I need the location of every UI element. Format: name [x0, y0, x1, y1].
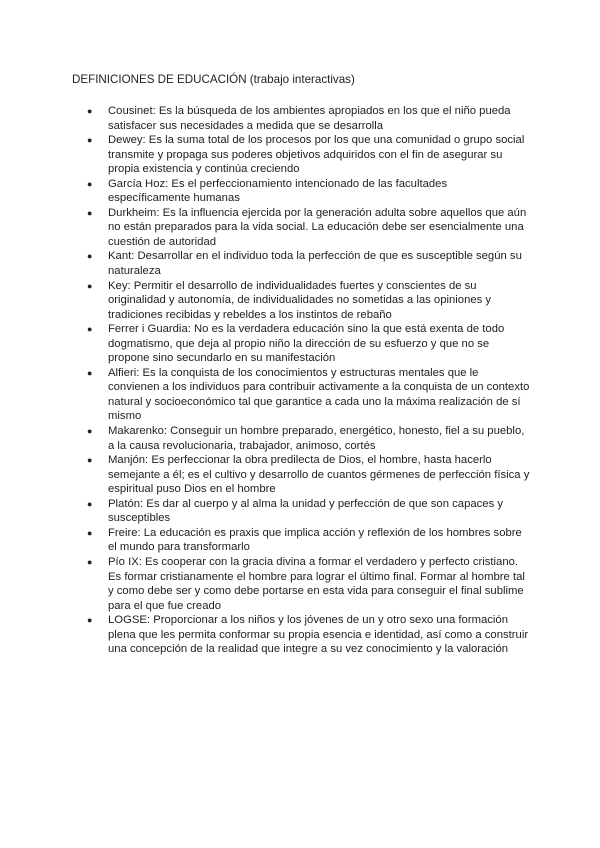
- list-item: [0, 424, 600, 453]
- bullet-icon: ●: [87, 527, 93, 538]
- bullet-icon: ●: [87, 207, 93, 218]
- list-item: [0, 206, 600, 250]
- list-item: [0, 279, 600, 323]
- definition-text: García Hoz: Es el perfeccionamiento intencionado de las facultades específicamente humanas: [108, 177, 448, 205]
- bullet-icon: ●: [87, 106, 93, 116]
- definition-text: Dewey: Es la suma total de los procesos por los que una comunidad o grupo social transmite y propaga sus poderes objetivos adquiridos con el fin de asegurar su propia existencia y continúa creciendo: [108, 134, 525, 176]
- bullet-icon: ●: [87, 178, 93, 189]
- document-title: DEFINICIONES DE EDUCACIÓN (trabajo interactivas): [72, 73, 355, 86]
- list-item: [0, 133, 600, 177]
- list-item: [0, 366, 600, 424]
- definition-text: Key: Permitir el desarrollo de individualidades fuertes y conscientes de su originalidad y autonomía, de individualidades no sometidas a las opiniones y tradiciones recibidas y rebeldes a los instintos de rebaño: [108, 279, 492, 321]
- definition-text: Durkheim: Es la influencia ejercida por la generación adulta sobre aquellos que aún no están preparados para la vida social. La educación debe ser esencialmente una cuestión de autoridad: [108, 206, 527, 248]
- list-item: [0, 453, 600, 497]
- definition-text: Makarenko: Conseguir un hombre preparado, energético, honesto, fiel a su pueblo, a la causa revolucionaria, trabajador, animoso, cortés: [108, 425, 525, 452]
- bullet-icon: ●: [87, 615, 93, 626]
- definition-text: Alfieri: Es la conquista de los conocimientos y estructuras mentales que le convienen a los individuos para contribuir activamente a la conquista de un contexto natural y socioeconómico tal que garantice a cada uno la máxima realización de sí mismo: [108, 366, 530, 423]
- list-item: [0, 104, 600, 133]
- bullet-icon: ●: [87, 455, 93, 466]
- bullet-icon: ●: [87, 135, 93, 146]
- definition-text: Ferrer i Guardia: No es la verdadera educación sino la que está exenta de todo dogmatismo, que deja al propio niño la dirección de su esfuerzo y que no se propone sino secundarlo en su manifestación: [108, 323, 505, 365]
- definition-text: Pío IX: Es cooperar con la gracia divina a formar el verdadero y perfecto cristiano. Es formar cristianamente el hombre para lograr el último final. Formar al hombre tal y como debe ser y como debe portarse en esta vida para conseguir el final sublime para el que fue creado: [108, 555, 525, 612]
- definition-text: Freire: La educación es praxis que implica acción y reflexión de los hombres sobre el mundo para transformarlo: [108, 526, 522, 554]
- definition-text: Kant: Desarrollar en el individuo toda la perfección de que es susceptible según su naturaleza: [108, 250, 522, 278]
- list-item: [0, 177, 600, 206]
- list-item: [0, 555, 600, 613]
- list-item: [0, 497, 600, 526]
- definitions-list: [0, 104, 600, 657]
- list-item: [0, 613, 600, 657]
- list-item: [0, 249, 600, 278]
- definition-text: Manjón: Es perfeccionar la obra predilecta de Dios, el hombre, hasta hacerlo semejante a él; es el cultivo y desarrollo de cuantos gérmenes de perfección física y espiritual puso Dios en el hombre: [108, 454, 530, 496]
- list-item: [0, 322, 600, 366]
- bullet-icon: ●: [87, 498, 93, 509]
- bullet-icon: ●: [87, 324, 93, 335]
- bullet-icon: ●: [87, 280, 93, 291]
- list-item: [0, 526, 600, 555]
- bullet-icon: ●: [87, 426, 93, 437]
- bullet-icon: ●: [87, 367, 93, 378]
- definition-text: LOGSE: Proporcionar a los niños y los jóvenes de un y otro sexo una formación plena que les permita conformar su propia esencia e identidad, así como a construir una concepción de la realidad que integre a su vez conocimiento y la valoración: [108, 614, 529, 656]
- definition-text: Cousinet: Es la búsqueda de los ambientes apropiados en los que el niño pueda satisfacer sus necesidades a medida que se desarrolla: [108, 105, 511, 132]
- bullet-icon: ●: [87, 556, 93, 567]
- definition-text: Platón: Es dar al cuerpo y al alma la unidad y perfección de que son capaces y susceptibles: [108, 497, 503, 525]
- bullet-icon: ●: [87, 251, 93, 262]
